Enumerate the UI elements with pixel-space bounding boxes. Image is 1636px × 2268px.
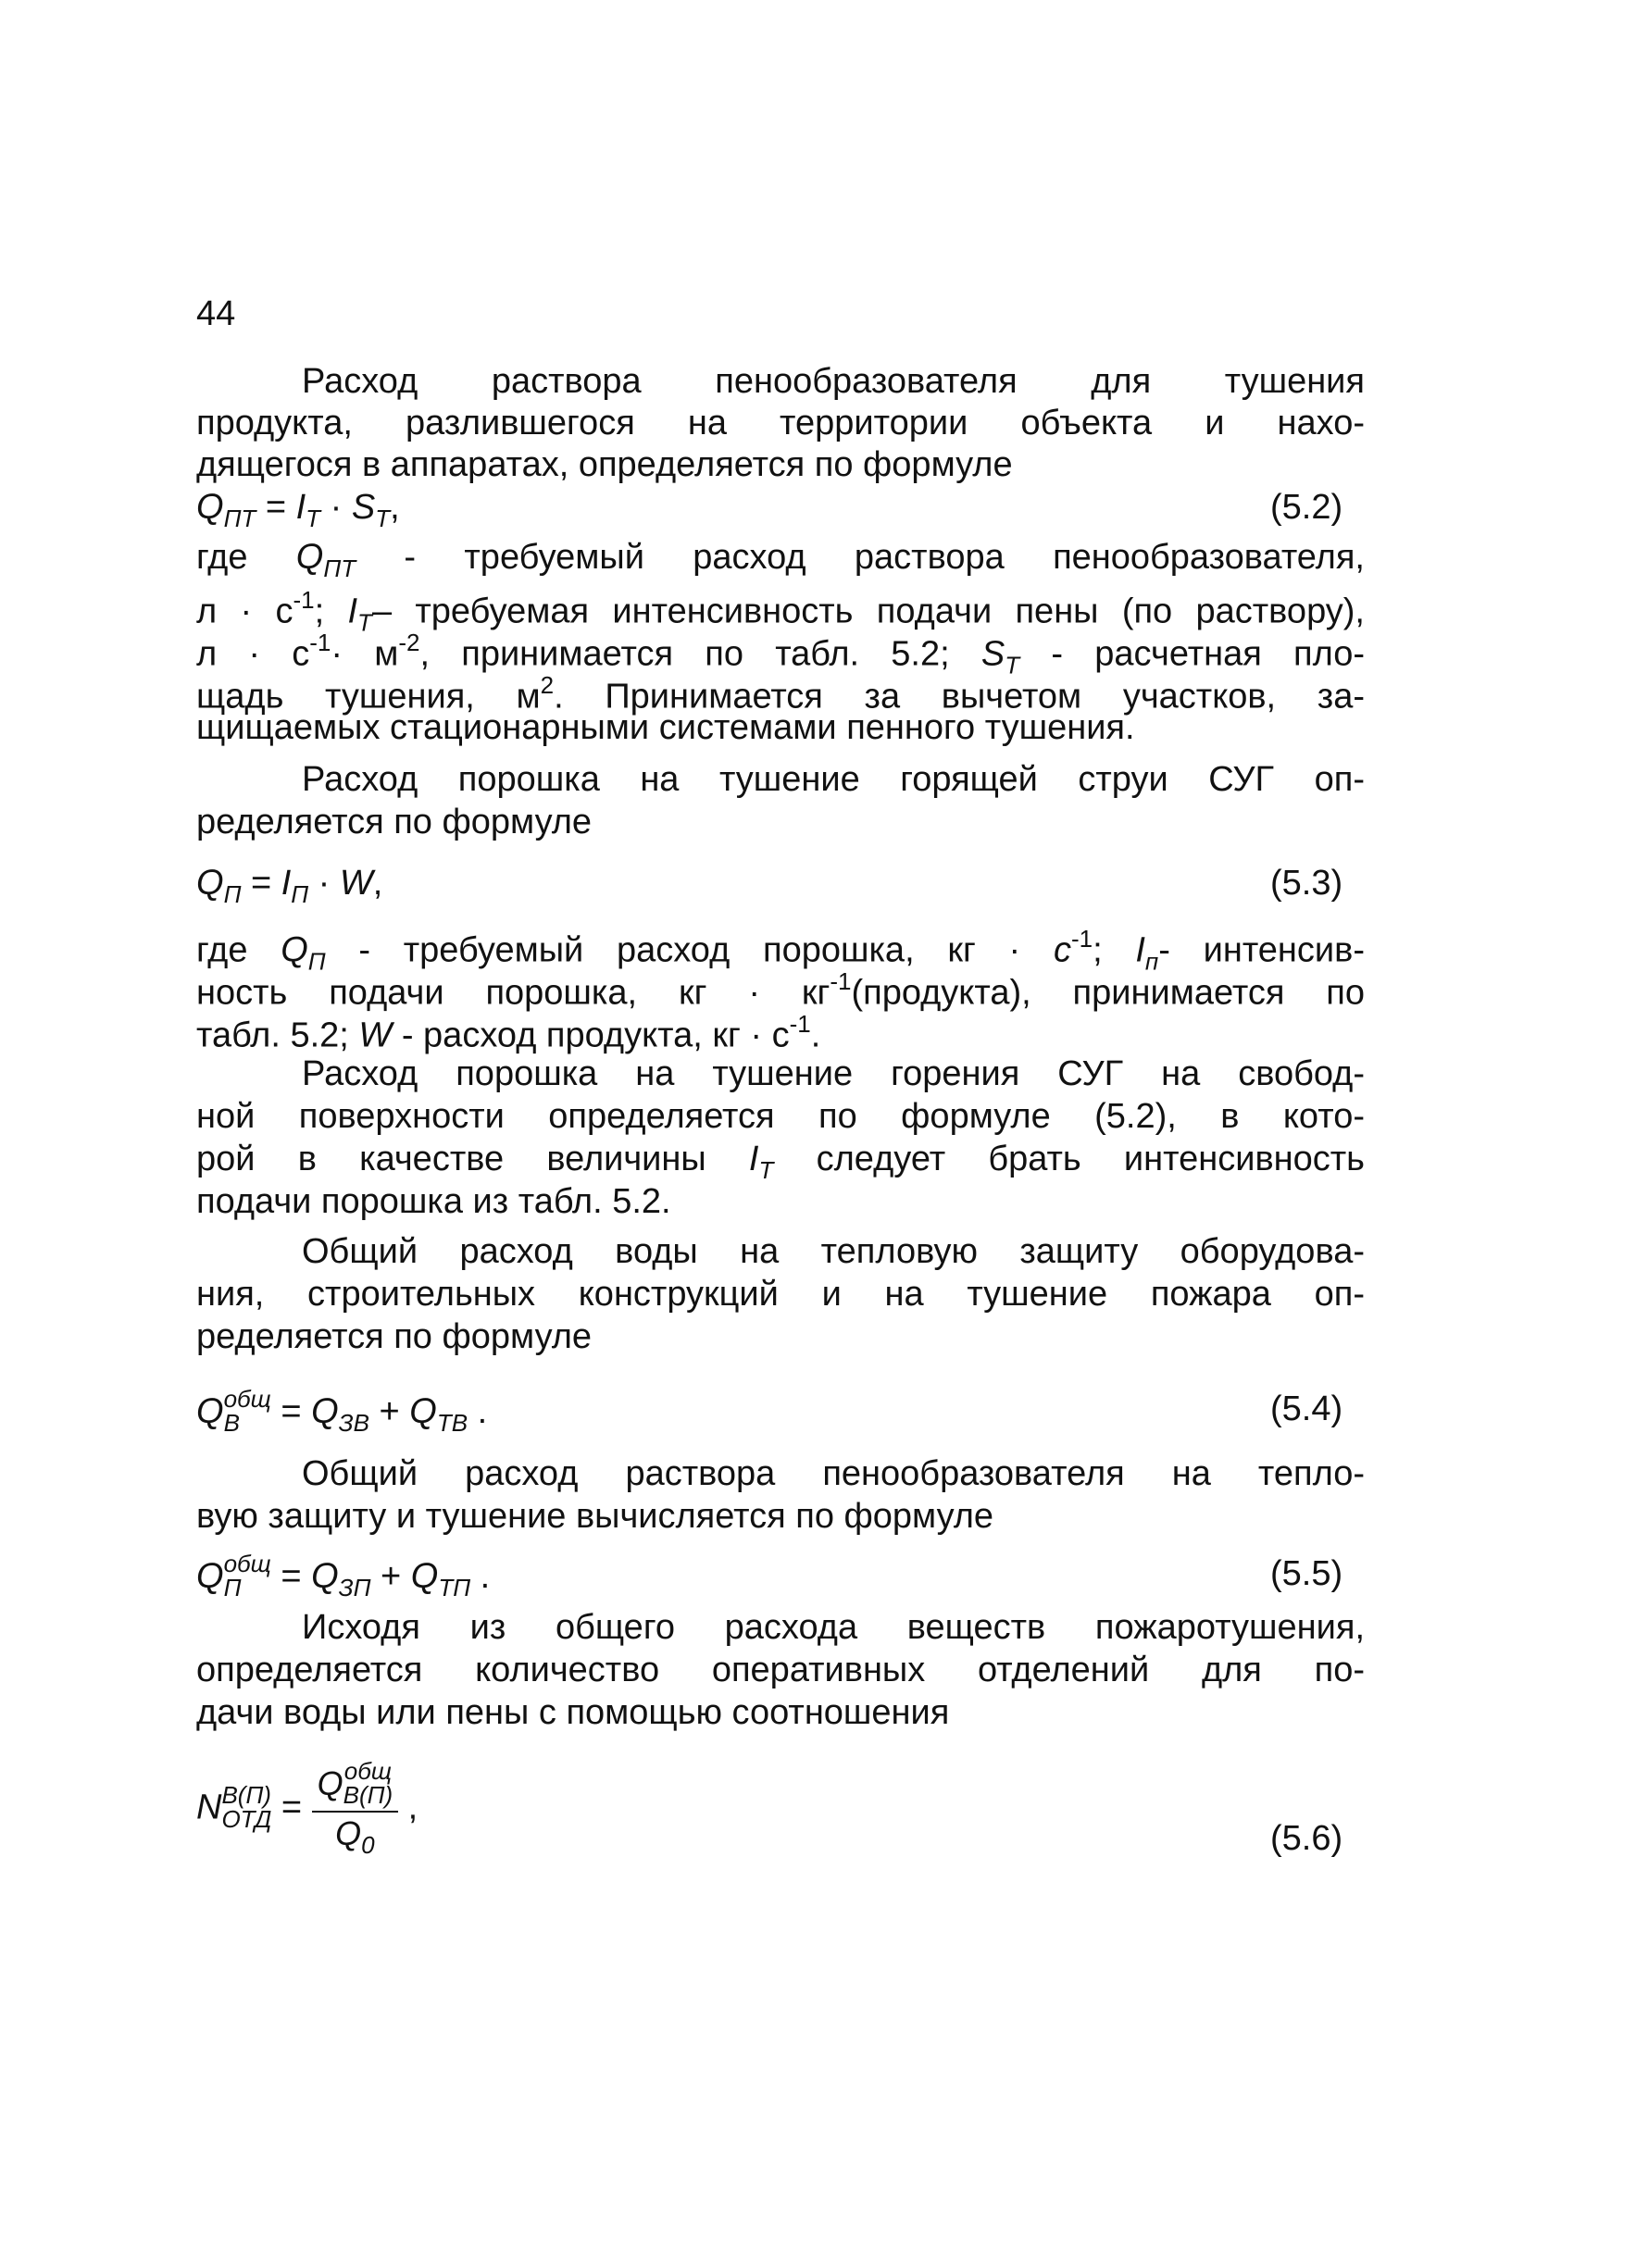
formula-5-2: $Q_{ПТ} = I_T \cdot S_T$,: [196, 488, 400, 533]
p4-line2: ность подачи порошка, кг · $кг^{-1}(продукта)$, принимается по: [196, 967, 1365, 1013]
p5-line4: подачи порошка из табл. 5.2.: [196, 1182, 671, 1221]
p7-line1: Общий расход раствора пенообразователя на тепло-: [302, 1454, 1365, 1493]
formula-5-4: Q общ В = $Q_{ЗВ} + Q_{ТВ}$ .: [196, 1385, 488, 1437]
p8-line3: дачи воды или пены с помощью соотношения: [196, 1693, 950, 1732]
p4-line1: где $Q_П$ - требуемый расход порошка, кг · $с^{-1}$; $I_п-$ интенсив-: [196, 925, 1365, 976]
formula-5-3: $Q_П = I_П \cdot W$,: [196, 864, 383, 909]
p2-line4: щадь тушения, $м^2$. Принимается за вычетом участков, за-: [196, 671, 1365, 717]
p4-line3: табл. 5.2; W - расход продукта, кг · $с^{-1}$.: [196, 1010, 821, 1055]
p5-line3: рой в качестве величины $I_T$ следует брать интенсивность: [196, 1140, 1365, 1185]
equation-number-5-2: (5.2): [1270, 488, 1343, 527]
p8-line1: Исходя из общего расхода веществ пожаротушения,: [302, 1608, 1365, 1647]
page-number: 44: [196, 294, 236, 333]
p1-line2: продукта, разлившегося на территории объекта и нахо-: [196, 404, 1365, 442]
formula-5-6: N В(П) ОТД = Q общ В(П) $Q_0$ ,: [196, 1757, 418, 1860]
p2-line1: где $Q_{ПТ}$ - требуемый расход раствора пенообразователя,: [196, 538, 1365, 583]
p7-line2: вую защиту и тушение вычисляется по формуле: [196, 1497, 994, 1536]
p8-line2: определяется количество оперативных отделений для по-: [196, 1651, 1365, 1689]
p2-line3: $л \cdot с^{-1}\cdot м^{-2}$, принимается по табл. 5.2; $S_T$ - расчетная пло-: [196, 629, 1365, 679]
formula-5-5: Q общ П = $Q_{ЗП} + Q_{ТП}$ .: [196, 1550, 491, 1601]
equation-number-5-5: (5.5): [1270, 1554, 1343, 1593]
p3-line1: Расход порошка на тушение горящей струи СУГ оп-: [302, 760, 1365, 799]
equation-number-5-6: (5.6): [1270, 1819, 1343, 1858]
p1-line3: дящегося в аппаратах, определяется по формуле: [196, 445, 1013, 484]
p2-line2: $л \cdot с^{-1}$; $I_T-$ требуемая интенсивность подачи пены (по раствору),: [196, 586, 1365, 637]
p5-line2: ной поверхности определяется по формуле (5.2), в кото-: [196, 1097, 1365, 1136]
equation-number-5-3: (5.3): [1270, 864, 1343, 903]
p6-line3: ределяется по формуле: [196, 1317, 593, 1356]
fraction: Q общ В(П) $Q_0$: [312, 1759, 399, 1860]
p1-line1: Расход раствора пенообразователя для тушения: [302, 362, 1365, 401]
p6-line2: ния, строительных конструкций и на тушение пожара оп-: [196, 1275, 1365, 1314]
p5-line1: Расход порошка на тушение горения СУГ на свобод-: [302, 1054, 1365, 1093]
p3-line2: ределяется по формуле: [196, 803, 593, 841]
p6-line1: Общий расход воды на тепловую защиту оборудова-: [302, 1232, 1365, 1271]
equation-number-5-4: (5.4): [1270, 1389, 1343, 1428]
p2-line5: щищаемых стационарными системами пенного тушения.: [196, 708, 1135, 747]
